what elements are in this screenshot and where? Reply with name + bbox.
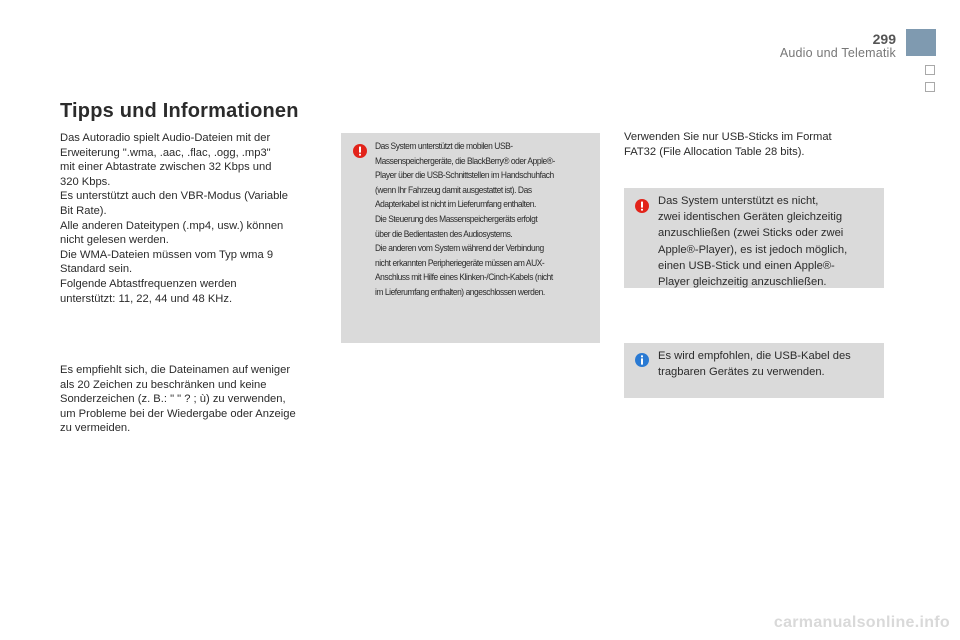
audio-formats-paragraph — [60, 131, 328, 306]
text-line: zu vermeiden. — [60, 422, 131, 435]
text-line: (wenn Ihr Fahrzeug damit ausgestattet ist). Das — [375, 183, 532, 195]
text-line: einen USB-Stick und einen Apple®- — [658, 259, 835, 272]
text-line: Folgende Abtastfrequenzen werden — [60, 277, 237, 290]
text-line: mit einer Abtastrate zwischen 32 Kbps und — [60, 161, 272, 174]
filename-advice-paragraph — [60, 363, 328, 436]
usb-format-paragraph — [624, 130, 894, 161]
tab-box-top — [925, 65, 935, 75]
text-line: Anschluss mit Hilfe eines Klinken-/Cinch-Kabels (nicht — [375, 271, 553, 283]
text-line: im Lieferumfang enthalten) angeschlossen werden. — [375, 285, 545, 297]
section-label: Audio und Telematik — [779, 46, 896, 60]
text-line: Es unterstützt auch den VBR-Modus (Variable — [60, 190, 289, 203]
text-line: Player gleichzeitig anzuschließen. — [658, 276, 827, 289]
text-line: Verwenden Sie nur USB-Sticks im Format — [624, 131, 832, 143]
dual-device-warning-box — [624, 188, 884, 288]
text-line: Sonderzeichen (z. B.: " " ? ; ù) zu verwenden, — [60, 393, 286, 406]
warning-icon — [635, 199, 649, 213]
text-line: nicht gelesen werden. — [60, 234, 169, 247]
text-line: zwei identischen Geräten gleichzeitig — [658, 211, 843, 224]
text-line: Apple®-Player), es ist jedoch möglich, — [658, 243, 848, 256]
text-line: 320 Kbps. — [60, 175, 111, 188]
text-line: Massenspeichergeräte, die BlackBerry® oder Apple®- — [375, 154, 555, 166]
text-line: tragbaren Gerätes zu verwenden. — [658, 366, 825, 379]
text-line: Alle anderen Dateitypen (.mp4, usw.) können — [60, 219, 284, 232]
warning-icon — [353, 144, 367, 158]
text-line: Das System unterstützt die mobilen USB- — [375, 140, 513, 151]
usb-cable-info-box — [624, 343, 884, 398]
usb-devices-warning-box — [341, 133, 600, 343]
text-line: Es wird empfohlen, die USB-Kabel des — [658, 350, 851, 362]
text-line: Player über die USB-Schnittstellen im Handschuhfach — [375, 169, 554, 181]
text-line: Es empfiehlt sich, die Dateinamen auf weniger — [60, 364, 291, 376]
text-line: Erweiterung ".wma, .aac, .flac, .ogg, .mp3" — [60, 146, 271, 159]
text-line: nicht erkannten Peripheriegeräte müssen am AUX- — [375, 256, 545, 268]
text-line: über die Bedientasten des Audiosystems. — [375, 227, 513, 239]
text-line: als 20 Zeichen zu beschränken und keine — [60, 378, 267, 391]
text-line: Bit Rate). — [60, 204, 107, 217]
text-line: Das Autoradio spielt Audio-Dateien mit der — [60, 132, 271, 144]
text-line: Das System unterstützt es nicht, — [658, 195, 819, 207]
page-title: Tipps und Informationen — [60, 100, 299, 122]
text-line: unterstützt: 11, 22, 44 und 48 KHz. — [60, 292, 233, 305]
info-icon — [635, 353, 649, 367]
text-line: Die Steuerung des Massenspeichergeräts erfolgt — [375, 212, 538, 224]
text-line: Standard sein. — [60, 263, 133, 276]
text-line: Adapterkabel ist nicht im Lieferumfang enthalten. — [375, 198, 536, 210]
text-line: um Probleme bei der Wiedergabe oder Anzeige — [60, 407, 296, 420]
tab-box-bottom — [925, 82, 935, 92]
text-line: Die WMA-Dateien müssen vom Typ wma 9 — [60, 248, 274, 261]
watermark: carmanualsonline.info — [773, 614, 950, 631]
chapter-tab — [906, 29, 936, 56]
text-line: Die anderen vom System während der Verbindung — [375, 242, 544, 254]
text-line: FAT32 (File Allocation Table 28 bits). — [624, 146, 805, 159]
text-line: anzuschließen (zwei Sticks oder zwei — [658, 227, 844, 240]
page-number: 299 — [872, 31, 896, 47]
